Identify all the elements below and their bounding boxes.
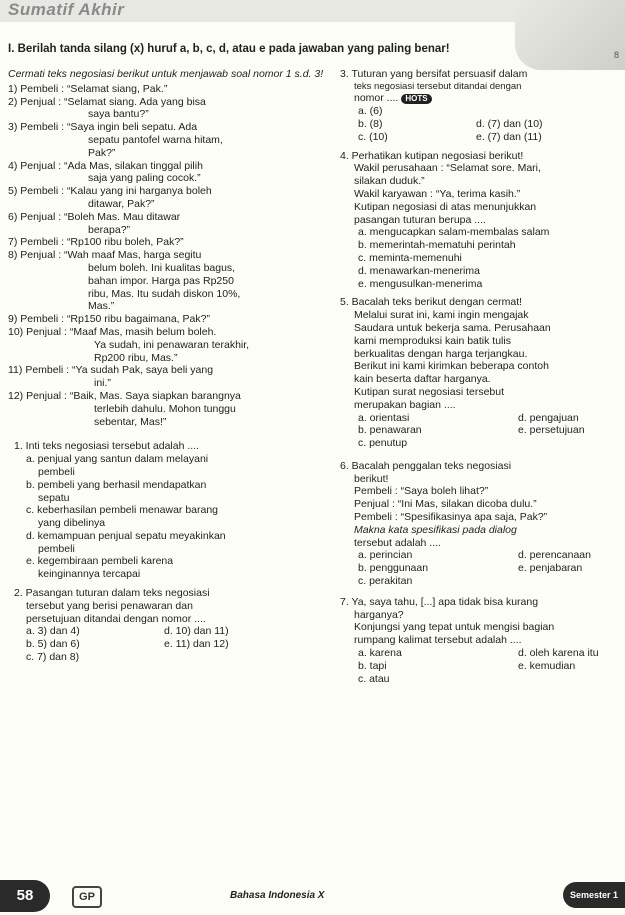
q1-option[interactable]: [8, 530, 326, 556]
corner-decoration: [515, 0, 625, 70]
q1-option-text: sepatu: [38, 491, 70, 504]
q3-options-row-1: [340, 105, 622, 118]
q6-option-e[interactable]: e. penjabaran: [518, 562, 583, 575]
q1-option[interactable]: [8, 479, 326, 505]
dialog-text: 6) Penjual : “Boleh Mas. Mau ditawar: [8, 210, 181, 223]
text-line: silakan duduk.”: [354, 175, 425, 188]
dialog-line: [8, 390, 326, 428]
q2-option-a[interactable]: a. 3) dan 4): [26, 625, 80, 638]
q5-stem: [340, 296, 622, 411]
q2-stem: [8, 587, 326, 625]
dialog-line: [8, 326, 326, 364]
dialog-line: [8, 313, 326, 326]
q1-option-text: pembeli: [38, 542, 75, 555]
text-line: berikut!: [354, 472, 389, 485]
q3-stem-line-3: [340, 92, 622, 105]
dialog-text: bahan impor. Harga pas Rp250: [88, 274, 234, 287]
q1-option-text: d. kemampuan penjual sepatu meyakinkan: [26, 529, 226, 542]
q2-option-b[interactable]: b. 5) dan 6): [26, 638, 80, 651]
dialog-text: 12) Penjual : “Baik, Mas. Saya siapkan barangnya: [8, 389, 241, 402]
q5-option-c[interactable]: c. penutup: [358, 437, 408, 450]
dialog-text: berapa?”: [88, 223, 131, 236]
q1-stem: 1. Inti teks negosiasi tersebut adalah ....: [14, 440, 200, 453]
q1-option-text: a. penjual yang santun dalam melayani: [26, 453, 209, 466]
banner-title: Sumatif Akhir: [8, 0, 125, 19]
semester-badge: Semester 1: [563, 882, 625, 908]
text-line: Penjual : “Ini Mas, silakan dicoba dulu.”: [354, 498, 537, 511]
q6-options-row-2: [340, 562, 622, 575]
text-line: 5. Bacalah teks berikut dengan cermat!: [340, 296, 523, 309]
dialog-text: belum boleh. Ini kualitas bagus,: [88, 261, 236, 274]
q4-options: [340, 226, 622, 290]
q6-options-row-1: [340, 549, 622, 562]
q3-stem-text: nomor ....: [354, 92, 399, 105]
q1-option[interactable]: [8, 453, 326, 479]
text-line: rumpang kalimat tersebut adalah ....: [354, 634, 522, 647]
dialog-text: 11) Pembeli : “Ya sudah Pak, saya beli yang: [8, 364, 214, 377]
question-7: [340, 596, 622, 686]
text-line: tersebut yang berisi penawaran dan: [26, 599, 193, 612]
text-line: 6. Bacalah penggalan teks negosiasi: [340, 459, 512, 472]
right-column: [340, 68, 622, 685]
dialog-text: 2) Penjual : “Selamat siang. Ada yang bisa: [8, 95, 206, 108]
text-line: 2. Pasangan tuturan dalam teks negosiasi: [14, 587, 210, 600]
q6-option-d[interactable]: d. perencanaan: [518, 549, 591, 562]
dialog-text: saya bantu?”: [88, 108, 149, 121]
text-line: Makna kata spesifikasi pada dialog: [354, 523, 517, 536]
q4-option[interactable]: a. mengucapkan salam-membalas salam: [358, 226, 550, 239]
publisher-logo: GP: [72, 886, 102, 908]
passage-intro: Cermati teks negosiasi berikut untuk menjawab soal nomor 1 s.d. 3!: [8, 68, 324, 80]
subject-title: Bahasa Indonesia X: [230, 890, 325, 901]
dialog-text: terlebih dahulu. Mohon tunggu: [94, 402, 236, 415]
q2-option-e[interactable]: e. 11) dan 12): [164, 638, 229, 651]
text-line: Melalui surat ini, kami ingin mengajak: [354, 309, 529, 322]
dialog-text: saja yang paling cocok.”: [88, 172, 201, 185]
text-line: 4. Perhatikan kutipan negosiasi berikut!: [340, 149, 524, 162]
q2-option-c[interactable]: c. 7) dan 8): [26, 651, 80, 664]
q2-options-row-2: [8, 638, 326, 651]
q3-option-c[interactable]: c. (10): [358, 130, 388, 143]
dialog-text: 3) Pembeli : “Saya ingin beli sepatu. Ada: [8, 121, 198, 134]
left-column: [8, 68, 326, 664]
dialog-text: Rp200 ribu, Mas.”: [94, 351, 178, 364]
text-line: Kutipan surat negosiasi tersebut: [354, 385, 505, 398]
text-line: merupakan bagian ....: [354, 398, 456, 411]
text-line: berkualitas dengan harga terjangkau.: [354, 347, 528, 360]
q5-option-b[interactable]: b. penawaran: [358, 424, 422, 437]
dialog-text: Mas.”: [88, 300, 115, 313]
dialog-text: ditawar, Pak?”: [88, 197, 155, 210]
q4-stem: [340, 150, 622, 227]
q1-option[interactable]: [8, 555, 326, 581]
q1-options: [8, 453, 326, 581]
text-line: harganya?: [354, 608, 404, 621]
negotiation-dialog: [8, 83, 326, 429]
question-2: [8, 587, 326, 664]
q5-options-row-1: [340, 412, 622, 425]
q2-options-row-3: [8, 651, 326, 664]
dialog-text: Ya sudah, ini penawaran terakhir,: [94, 338, 250, 351]
text-line: pasangan tuturan berupa ....: [354, 213, 486, 226]
q7-option-e[interactable]: e. kemudian: [518, 659, 576, 672]
q6-option-a[interactable]: a. perincian: [358, 549, 413, 562]
q2-options-row-1: [8, 625, 326, 638]
dialog-text: sebentar, Mas!”: [94, 415, 167, 428]
q7-options-row-3: [340, 673, 622, 686]
q7-options-row-1: [340, 647, 622, 660]
text-line: kami memproduksi kain batik tulis: [354, 334, 511, 347]
q3-stem-line-1: 3. Tuturan yang bersifat persuasif dalam: [340, 68, 528, 80]
q1-option-text: b. pembeli yang berhasil mendapatkan: [26, 478, 207, 491]
q7-options-row-2: [340, 660, 622, 673]
q5-options-row-3: [340, 437, 622, 450]
q6-option-b[interactable]: b. penggunaan: [358, 562, 429, 575]
q2-option-d[interactable]: d. 10) dan 11): [164, 625, 229, 638]
q7-option-a[interactable]: a. karena: [358, 647, 402, 660]
dialog-line: [8, 249, 326, 313]
corner-number: 8: [613, 50, 619, 60]
q7-option-c[interactable]: c. atau: [358, 672, 390, 685]
dialog-line: [8, 83, 326, 96]
dialog-text: 7) Pembeli : “Rp100 ribu boleh, Pak?”: [8, 236, 184, 249]
q3-option-b[interactable]: b. (8): [358, 117, 383, 130]
dialog-line: [8, 211, 326, 237]
q7-option-b[interactable]: b. tapi: [358, 659, 387, 672]
q4-option[interactable]: b. memerintah-mematuhi perintah: [358, 239, 516, 252]
text-line: persetujuan ditandai dengan nomor ....: [26, 612, 206, 625]
text-line: Pembeli : “Saya boleh lihat?”: [354, 485, 489, 498]
q1-option-text: pembeli: [38, 465, 75, 478]
q1-option-text: keinginannya tercapai: [38, 568, 141, 581]
q3-options-row-3: [340, 131, 622, 144]
text-line: Wakil perusahaan : “Selamat sore. Mari,: [354, 162, 541, 175]
dialog-text: 8) Penjual : “Wah maaf Mas, harga segitu: [8, 249, 202, 262]
q5-option-d[interactable]: d. pengajuan: [518, 411, 579, 424]
q1-option-text: e. kegembiraan pembeli karena: [26, 555, 174, 568]
q3-stem-line-2: teks negosiasi tersebut ditandai dengan: [354, 80, 522, 92]
q3-option-e[interactable]: e. (7) dan (11): [476, 130, 542, 143]
dialog-text: sepatu pantofel warna hitam,: [88, 133, 223, 146]
text-line: 7. Ya, saya tahu, [...] apa tidak bisa kurang: [340, 595, 539, 608]
dialog-line: [8, 185, 326, 211]
q3-option-d[interactable]: d. (7) dan (10): [476, 117, 543, 130]
hots-badge: HOTS: [401, 94, 431, 104]
q4-option[interactable]: c. meminta-memenuhi: [358, 251, 462, 264]
q1-option-text: c. keberhasilan pembeli menawar barang: [26, 504, 219, 517]
q3-options-row-2: [340, 118, 622, 131]
text-line: Saudara untuk bekerja sama. Perusahaan: [354, 321, 551, 334]
q4-option[interactable]: e. mengusulkan-menerima: [358, 277, 483, 290]
question-5: [340, 296, 622, 450]
q6-options-row-3: [340, 575, 622, 588]
dialog-line: [8, 160, 326, 186]
q5-option-e[interactable]: e. persetujuan: [518, 424, 585, 437]
section-instruction: I. Berilah tanda silang (x) huruf a, b, c, d, atau e pada jawaban yang paling benar!: [8, 43, 450, 55]
q1-option[interactable]: [8, 504, 326, 530]
dialog-text: Pak?”: [88, 146, 116, 159]
text-line: Kutipan negosiasi di atas menunjukkan: [354, 200, 537, 213]
dialog-line: [8, 121, 326, 159]
dialog-line: [8, 236, 326, 249]
page-number: 58: [0, 880, 50, 912]
dialog-text: 9) Pembeli : “Rp150 ribu bagaimana, Pak?”: [8, 313, 210, 326]
dialog-line: [8, 364, 326, 390]
q3-option-a[interactable]: a. (6): [358, 105, 383, 118]
dialog-text: 5) Pembeli : “Kalau yang ini harganya boleh: [8, 185, 212, 198]
dialog-text: 1) Pembeli : “Selamat siang, Pak.”: [8, 82, 168, 95]
text-line: Berikut ini kami kirimkan beberapa contoh: [354, 360, 549, 373]
q5-options-row-2: [340, 424, 622, 437]
dialog-text: ini.”: [94, 377, 111, 390]
q6-option-c[interactable]: c. perakitan: [358, 575, 413, 588]
question-6: [340, 460, 622, 588]
question-3: [340, 68, 622, 144]
q7-stem: [340, 596, 622, 647]
q5-option-a[interactable]: a. orientasi: [358, 411, 410, 424]
question-4: [340, 150, 622, 291]
text-line: Wakil karyawan : “Ya, terima kasih.”: [354, 187, 521, 200]
q4-option[interactable]: d. menawarkan-menerima: [358, 264, 480, 277]
question-1: [8, 440, 326, 581]
text-line: Konjungsi yang tepat untuk mengisi bagian: [354, 621, 555, 634]
text-line: tersebut adalah ....: [354, 536, 441, 549]
text-line: Pembeli : “Spesifikasinya apa saja, Pak?”: [354, 511, 548, 524]
dialog-text: ribu, Mas. Itu sudah diskon 10%,: [88, 287, 241, 300]
page-footer: [0, 878, 625, 915]
q1-option-text: yang dibelinya: [38, 517, 106, 530]
dialog-line: [8, 96, 326, 122]
text-line: kain beserta daftar harganya.: [354, 373, 491, 386]
dialog-text: 4) Penjual : “Ada Mas, silakan tinggal pilih: [8, 159, 203, 172]
dialog-text: 10) Penjual : “Maaf Mas, masih belum boleh.: [8, 325, 217, 338]
q6-stem: [340, 460, 622, 550]
q7-option-d[interactable]: d. oleh karena itu: [518, 647, 599, 660]
